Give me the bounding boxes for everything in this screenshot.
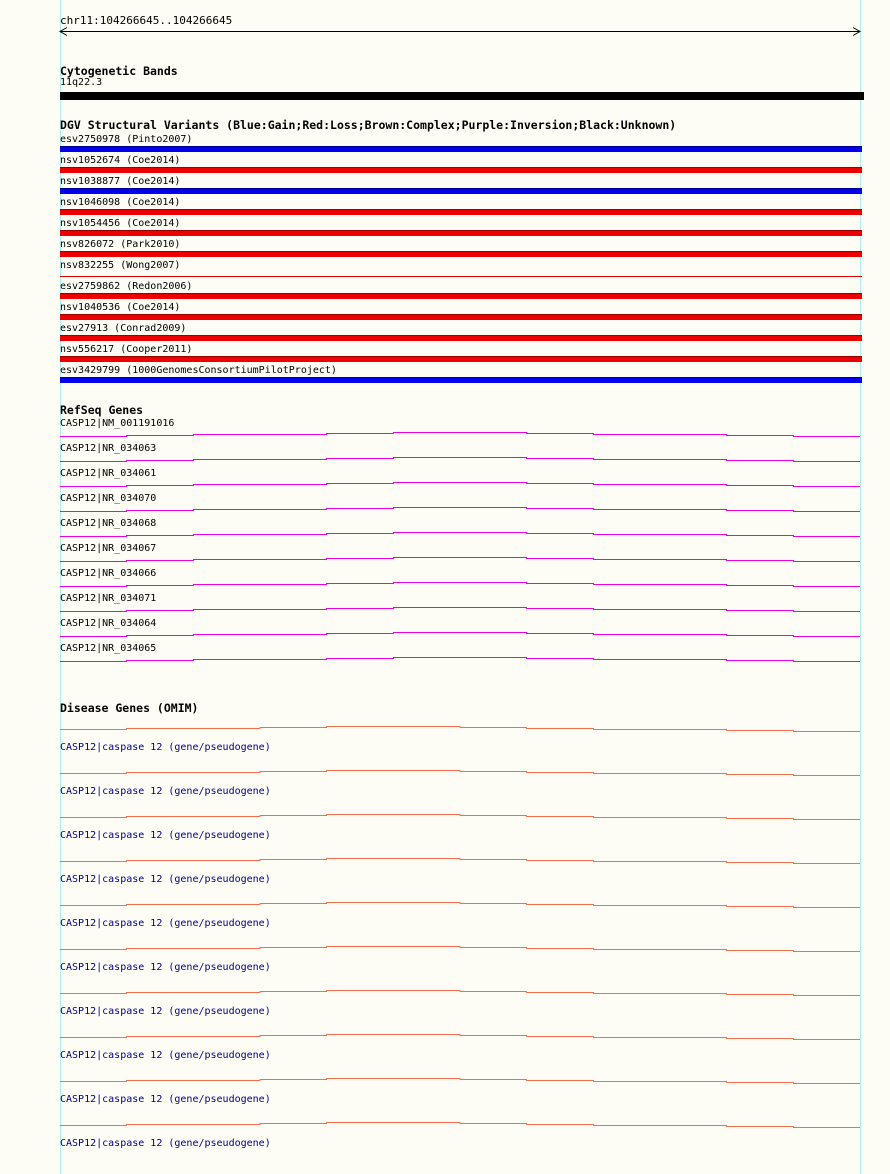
omim-gene-glyph[interactable] bbox=[60, 858, 860, 865]
dgv-variant-label[interactable]: nsv1038877 (Coe2014) bbox=[60, 176, 181, 187]
omim-gene-label[interactable]: CASP12|caspase 12 (gene/pseudogene) bbox=[60, 1050, 271, 1061]
omim-gene-glyph[interactable] bbox=[60, 814, 860, 821]
dgv-variant-bar-fill bbox=[60, 168, 862, 173]
refseq-gene-glyph[interactable] bbox=[60, 432, 860, 438]
omim-gene-label[interactable]: CASP12|caspase 12 (gene/pseudogene) bbox=[60, 1138, 271, 1149]
refseq-gene-label[interactable]: CASP12|NR_034063 bbox=[60, 443, 157, 454]
dgv-variant-bar-fill bbox=[60, 231, 862, 236]
refseq-gene-glyph[interactable] bbox=[60, 632, 860, 638]
right-guide-line bbox=[860, 0, 861, 1174]
dgv-variant-bar[interactable] bbox=[60, 146, 862, 152]
dgv-header: DGV Structural Variants (Blue:Gain;Red:Loss;Brown:Complex;Purple:Inversion;Black:Unknown) bbox=[60, 118, 677, 132]
omim-gene-glyph[interactable] bbox=[60, 726, 860, 733]
omim-gene-label[interactable]: CASP12|caspase 12 (gene/pseudogene) bbox=[60, 742, 271, 753]
dgv-variant-label[interactable]: esv2750978 (Pinto2007) bbox=[60, 134, 193, 145]
omim-gene-label[interactable]: CASP12|caspase 12 (gene/pseudogene) bbox=[60, 918, 271, 929]
dgv-variant-bar[interactable] bbox=[60, 314, 862, 320]
dgv-variant-bar[interactable] bbox=[60, 293, 862, 299]
cytogenetic-header: Cytogenetic Bands bbox=[60, 64, 178, 78]
refseq-gene-label[interactable]: CASP12|NR_034070 bbox=[60, 493, 157, 504]
dgv-variant-label[interactable]: nsv1054456 (Coe2014) bbox=[60, 218, 181, 229]
region-label: chr11:104266645..104266645 bbox=[60, 14, 233, 27]
dgv-variant-bar-fill bbox=[60, 147, 862, 152]
omim-gene-glyph[interactable] bbox=[60, 1122, 860, 1129]
ruler-arrow bbox=[50, 24, 870, 40]
dgv-variant-bar[interactable] bbox=[60, 188, 862, 194]
refseq-gene-glyph[interactable] bbox=[60, 582, 860, 588]
dgv-variant-label[interactable]: nsv1040536 (Coe2014) bbox=[60, 302, 181, 313]
dgv-variant-bar-fill bbox=[60, 315, 862, 320]
refseq-gene-label[interactable]: CASP12|NR_034061 bbox=[60, 468, 157, 479]
dgv-variant-line[interactable] bbox=[60, 276, 862, 277]
cytoband-label[interactable]: 11q22.3 bbox=[60, 77, 103, 88]
refseq-gene-label[interactable]: CASP12|NR_034071 bbox=[60, 593, 157, 604]
dgv-variant-bar-fill bbox=[60, 336, 862, 341]
refseq-gene-label[interactable]: CASP12|NR_034068 bbox=[60, 518, 157, 529]
dgv-variant-bar-fill bbox=[60, 357, 862, 362]
refseq-gene-glyph[interactable] bbox=[60, 557, 860, 563]
dgv-variant-bar-fill bbox=[60, 294, 862, 299]
omim-gene-glyph[interactable] bbox=[60, 990, 860, 997]
dgv-variant-label[interactable]: esv27913 (Conrad2009) bbox=[60, 323, 187, 334]
refseq-gene-glyph[interactable] bbox=[60, 532, 860, 538]
dgv-variant-label[interactable]: nsv1046098 (Coe2014) bbox=[60, 197, 181, 208]
dgv-variant-bar-fill bbox=[60, 210, 862, 215]
refseq-gene-glyph[interactable] bbox=[60, 457, 860, 463]
omim-gene-glyph[interactable] bbox=[60, 1034, 860, 1041]
omim-gene-label[interactable]: CASP12|caspase 12 (gene/pseudogene) bbox=[60, 786, 271, 797]
omim-gene-glyph[interactable] bbox=[60, 946, 860, 953]
dgv-variant-bar[interactable] bbox=[60, 377, 862, 383]
dgv-variant-bar-fill bbox=[60, 252, 862, 257]
dgv-variant-label[interactable]: esv3429799 (1000GenomesConsortiumPilotProject) bbox=[60, 365, 337, 376]
dgv-variant-label[interactable]: nsv832255 (Wong2007) bbox=[60, 260, 181, 271]
refseq-gene-glyph[interactable] bbox=[60, 607, 860, 613]
dgv-variant-bar[interactable] bbox=[60, 209, 862, 215]
dgv-variant-bar-fill bbox=[60, 378, 862, 383]
refseq-gene-glyph[interactable] bbox=[60, 482, 860, 488]
dgv-variant-label[interactable]: nsv556217 (Cooper2011) bbox=[60, 344, 193, 355]
omim-gene-glyph[interactable] bbox=[60, 902, 860, 909]
refseq-header: RefSeq Genes bbox=[60, 403, 144, 417]
refseq-gene-glyph[interactable] bbox=[60, 507, 860, 513]
omim-gene-label[interactable]: CASP12|caspase 12 (gene/pseudogene) bbox=[60, 830, 271, 841]
dgv-variant-label[interactable]: nsv1052674 (Coe2014) bbox=[60, 155, 181, 166]
refseq-gene-label[interactable]: CASP12|NR_034065 bbox=[60, 643, 157, 654]
dgv-variant-label[interactable]: esv2759862 (Redon2006) bbox=[60, 281, 193, 292]
refseq-gene-label[interactable]: CASP12|NR_034064 bbox=[60, 618, 157, 629]
omim-gene-glyph[interactable] bbox=[60, 1078, 860, 1085]
refseq-gene-label[interactable]: CASP12|NR_034067 bbox=[60, 543, 157, 554]
dgv-variant-bar[interactable] bbox=[60, 335, 862, 341]
refseq-gene-label[interactable]: CASP12|NM_001191016 bbox=[60, 418, 175, 429]
dgv-variant-bar[interactable] bbox=[60, 230, 862, 236]
omim-gene-label[interactable]: CASP12|caspase 12 (gene/pseudogene) bbox=[60, 962, 271, 973]
dgv-variant-bar-fill bbox=[60, 189, 862, 194]
omim-gene-label[interactable]: CASP12|caspase 12 (gene/pseudogene) bbox=[60, 1006, 271, 1017]
dgv-variant-bar[interactable] bbox=[60, 251, 862, 257]
cytoband-bar[interactable] bbox=[60, 92, 864, 100]
omim-gene-label[interactable]: CASP12|caspase 12 (gene/pseudogene) bbox=[60, 1094, 271, 1105]
refseq-gene-glyph[interactable] bbox=[60, 657, 860, 663]
omim-gene-label[interactable]: CASP12|caspase 12 (gene/pseudogene) bbox=[60, 874, 271, 885]
dgv-variant-label[interactable]: nsv826072 (Park2010) bbox=[60, 239, 181, 250]
refseq-gene-label[interactable]: CASP12|NR_034066 bbox=[60, 568, 157, 579]
dgv-variant-bar[interactable] bbox=[60, 167, 862, 173]
omim-header: Disease Genes (OMIM) bbox=[60, 701, 199, 715]
dgv-variant-bar[interactable] bbox=[60, 356, 862, 362]
omim-gene-glyph[interactable] bbox=[60, 770, 860, 777]
